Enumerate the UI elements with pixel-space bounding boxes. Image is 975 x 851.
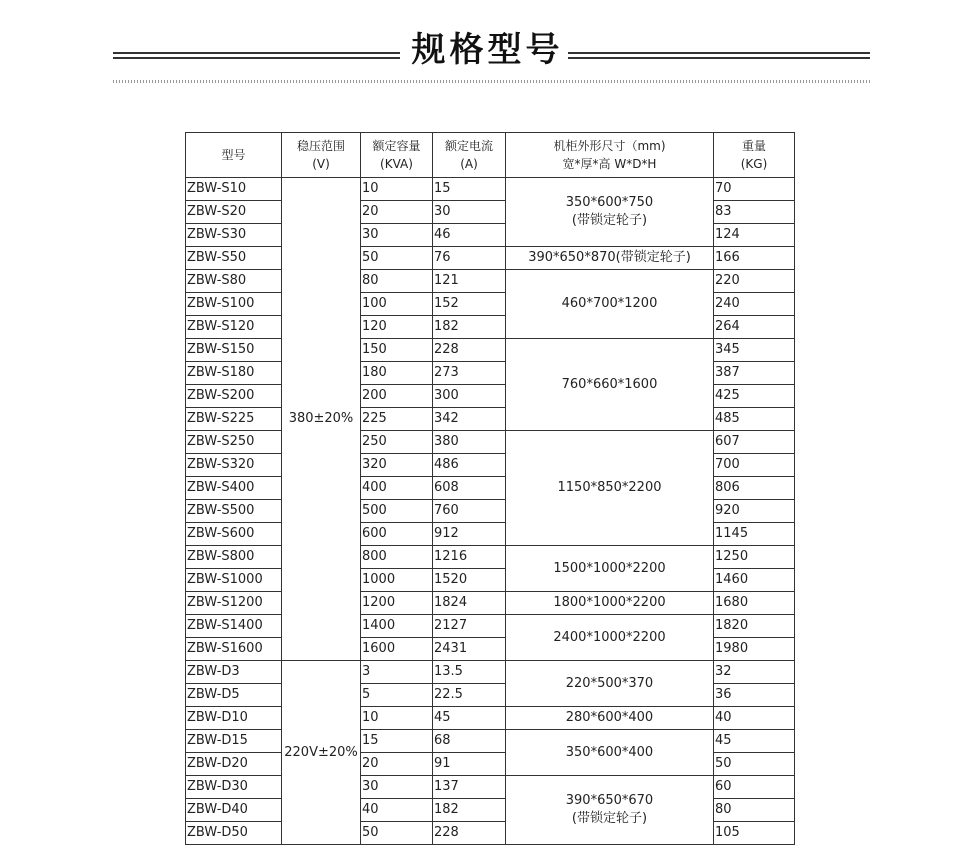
model-cell: ZBW-D10 <box>186 707 282 730</box>
weight-cell: 60 <box>714 776 795 799</box>
current-cell: 46 <box>433 224 506 247</box>
capacity-cell: 320 <box>361 454 433 477</box>
current-cell: 30 <box>433 201 506 224</box>
dotted-divider <box>113 80 870 83</box>
cabinet-size-text: 1500*1000*2200 <box>553 560 666 576</box>
table-body <box>186 178 795 845</box>
model-cell: ZBW-D40 <box>186 799 282 822</box>
model-cell: ZBW-S150 <box>186 339 282 362</box>
weight-cell: 700 <box>714 454 795 477</box>
weight-cell: 36 <box>714 684 795 707</box>
weight-cell: 1145 <box>714 523 795 546</box>
cabinet-size-cell <box>506 592 714 615</box>
weight-cell: 70 <box>714 178 795 201</box>
current-cell: 2127 <box>433 615 506 638</box>
weight-cell: 425 <box>714 385 795 408</box>
capacity-cell: 1400 <box>361 615 433 638</box>
weight-cell: 83 <box>714 201 795 224</box>
weight-cell: 387 <box>714 362 795 385</box>
model-cell: ZBW-S120 <box>186 316 282 339</box>
current-cell: 45 <box>433 707 506 730</box>
header-weight: 重量 (KG) <box>714 133 795 178</box>
cabinet-size-cell <box>506 707 714 730</box>
current-cell: 228 <box>433 339 506 362</box>
cabinet-size-cell <box>506 615 714 661</box>
current-cell: 137 <box>433 776 506 799</box>
weight-cell: 240 <box>714 293 795 316</box>
cabinet-size-text: 220*500*370 <box>565 675 654 691</box>
header-size: 机柜外形尺寸（mm) 宽*厚*高 W*D*H <box>506 133 714 178</box>
current-cell: 1824 <box>433 592 506 615</box>
capacity-cell: 1600 <box>361 638 433 661</box>
capacity-cell: 250 <box>361 431 433 454</box>
weight-cell: 1250 <box>714 546 795 569</box>
current-cell: 91 <box>433 753 506 776</box>
cabinet-size-text: 1800*1000*2200 <box>553 595 666 610</box>
capacity-cell: 40 <box>361 799 433 822</box>
cabinet-size-text: 760*660*1600 <box>561 376 658 392</box>
title-rule-right-lower <box>568 57 870 59</box>
weight-cell: 105 <box>714 822 795 845</box>
model-cell: ZBW-S250 <box>186 431 282 454</box>
cabinet-size-cell <box>506 661 714 707</box>
cabinet-size-text: (带锁定轮子) <box>571 811 648 826</box>
table-row <box>186 730 795 753</box>
page-title: 规格型号 <box>411 30 564 70</box>
current-cell: 121 <box>433 270 506 293</box>
current-cell: 76 <box>433 247 506 270</box>
capacity-cell: 15 <box>361 730 433 753</box>
model-cell: ZBW-S1000 <box>186 569 282 592</box>
table-row <box>186 270 795 293</box>
weight-cell: 220 <box>714 270 795 293</box>
model-cell: ZBW-D5 <box>186 684 282 707</box>
table-row <box>186 339 795 362</box>
capacity-cell: 1200 <box>361 592 433 615</box>
voltage-range-cell: 380±20% <box>282 178 361 661</box>
capacity-cell: 200 <box>361 385 433 408</box>
weight-cell: 920 <box>714 500 795 523</box>
table-row <box>186 615 795 638</box>
cabinet-size-text: 1150*850*2200 <box>557 480 662 495</box>
cabinet-size-text: 390*650*670 <box>565 793 654 808</box>
weight-cell: 806 <box>714 477 795 500</box>
weight-cell: 345 <box>714 339 795 362</box>
model-cell: ZBW-S225 <box>186 408 282 431</box>
cabinet-size-cell <box>506 431 714 546</box>
spec-table <box>185 132 795 845</box>
header-current: 额定电流 (A) <box>433 133 506 178</box>
current-cell: 182 <box>433 799 506 822</box>
capacity-cell: 20 <box>361 201 433 224</box>
current-cell: 486 <box>433 454 506 477</box>
weight-cell: 80 <box>714 799 795 822</box>
weight-cell: 1980 <box>714 638 795 661</box>
current-cell: 608 <box>433 477 506 500</box>
current-cell: 228 <box>433 822 506 845</box>
model-cell: ZBW-D3 <box>186 661 282 684</box>
current-cell: 1216 <box>433 546 506 569</box>
model-cell: ZBW-S30 <box>186 224 282 247</box>
current-cell: 22.5 <box>433 684 506 707</box>
model-cell: ZBW-S180 <box>186 362 282 385</box>
capacity-cell: 225 <box>361 408 433 431</box>
cabinet-size-cell <box>506 730 714 776</box>
capacity-cell: 50 <box>361 822 433 845</box>
model-cell: ZBW-S320 <box>186 454 282 477</box>
capacity-cell: 30 <box>361 776 433 799</box>
weight-cell: 1680 <box>714 592 795 615</box>
weight-cell: 485 <box>714 408 795 431</box>
cabinet-size-text: 2400*1000*2200 <box>553 629 666 645</box>
model-cell: ZBW-S1600 <box>186 638 282 661</box>
header-range: 稳压范围 (V) <box>282 133 361 178</box>
capacity-cell: 30 <box>361 224 433 247</box>
table-row <box>186 776 795 799</box>
capacity-cell: 600 <box>361 523 433 546</box>
current-cell: 68 <box>433 730 506 753</box>
table-row <box>186 178 795 201</box>
table-header-row <box>186 133 795 178</box>
capacity-cell: 1000 <box>361 569 433 592</box>
model-cell: ZBW-D50 <box>186 822 282 845</box>
capacity-cell: 150 <box>361 339 433 362</box>
weight-cell: 1460 <box>714 569 795 592</box>
current-cell: 912 <box>433 523 506 546</box>
capacity-cell: 80 <box>361 270 433 293</box>
cabinet-size-cell <box>506 776 714 845</box>
capacity-cell: 180 <box>361 362 433 385</box>
page-header <box>0 0 975 100</box>
table-row <box>186 247 795 270</box>
table-row <box>186 546 795 569</box>
current-cell: 342 <box>433 408 506 431</box>
cabinet-size-cell <box>506 546 714 592</box>
table-row <box>186 431 795 454</box>
capacity-cell: 120 <box>361 316 433 339</box>
voltage-range-cell: 220V±20% <box>282 661 361 845</box>
current-cell: 15 <box>433 178 506 201</box>
capacity-cell: 10 <box>361 707 433 730</box>
cabinet-size-text: 390*650*870(带锁定轮子) <box>528 250 691 265</box>
title-rule-right <box>568 52 870 54</box>
weight-cell: 166 <box>714 247 795 270</box>
current-cell: 13.5 <box>433 661 506 684</box>
model-cell: ZBW-S20 <box>186 201 282 224</box>
cabinet-size-cell <box>506 339 714 431</box>
current-cell: 182 <box>433 316 506 339</box>
capacity-cell: 3 <box>361 661 433 684</box>
table-row <box>186 707 795 730</box>
capacity-cell: 500 <box>361 500 433 523</box>
model-cell: ZBW-D30 <box>186 776 282 799</box>
weight-cell: 50 <box>714 753 795 776</box>
current-cell: 152 <box>433 293 506 316</box>
current-cell: 380 <box>433 431 506 454</box>
capacity-cell: 400 <box>361 477 433 500</box>
capacity-cell: 50 <box>361 247 433 270</box>
cabinet-size-text: (带锁定轮子) <box>571 213 648 228</box>
current-cell: 273 <box>433 362 506 385</box>
model-cell: ZBW-S1200 <box>186 592 282 615</box>
current-cell: 1520 <box>433 569 506 592</box>
model-cell: ZBW-S200 <box>186 385 282 408</box>
cabinet-size-cell <box>506 178 714 247</box>
model-cell: ZBW-S10 <box>186 178 282 201</box>
weight-cell: 264 <box>714 316 795 339</box>
weight-cell: 1820 <box>714 615 795 638</box>
weight-cell: 124 <box>714 224 795 247</box>
model-cell: ZBW-D15 <box>186 730 282 753</box>
model-cell: ZBW-S600 <box>186 523 282 546</box>
capacity-cell: 20 <box>361 753 433 776</box>
table-row <box>186 592 795 615</box>
table-row <box>186 661 795 684</box>
header-capacity: 额定容量 (KVA) <box>361 133 433 178</box>
cabinet-size-text: 280*600*400 <box>565 710 654 725</box>
model-cell: ZBW-S100 <box>186 293 282 316</box>
model-cell: ZBW-S500 <box>186 500 282 523</box>
model-cell: ZBW-S1400 <box>186 615 282 638</box>
current-cell: 2431 <box>433 638 506 661</box>
model-cell: ZBW-S80 <box>186 270 282 293</box>
model-cell: ZBW-S50 <box>186 247 282 270</box>
cabinet-size-cell <box>506 247 714 270</box>
capacity-cell: 100 <box>361 293 433 316</box>
cabinet-size-cell <box>506 270 714 339</box>
cabinet-size-text: 350*600*750 <box>565 195 654 210</box>
model-cell: ZBW-S800 <box>186 546 282 569</box>
capacity-cell: 10 <box>361 178 433 201</box>
weight-cell: 40 <box>714 707 795 730</box>
weight-cell: 607 <box>714 431 795 454</box>
capacity-cell: 5 <box>361 684 433 707</box>
current-cell: 760 <box>433 500 506 523</box>
header-model: 型号 <box>186 133 282 178</box>
model-cell: ZBW-D20 <box>186 753 282 776</box>
capacity-cell: 800 <box>361 546 433 569</box>
cabinet-size-text: 350*600*400 <box>565 744 654 760</box>
current-cell: 300 <box>433 385 506 408</box>
model-cell: ZBW-S400 <box>186 477 282 500</box>
weight-cell: 45 <box>714 730 795 753</box>
cabinet-size-text: 460*700*1200 <box>561 296 658 311</box>
weight-cell: 32 <box>714 661 795 684</box>
